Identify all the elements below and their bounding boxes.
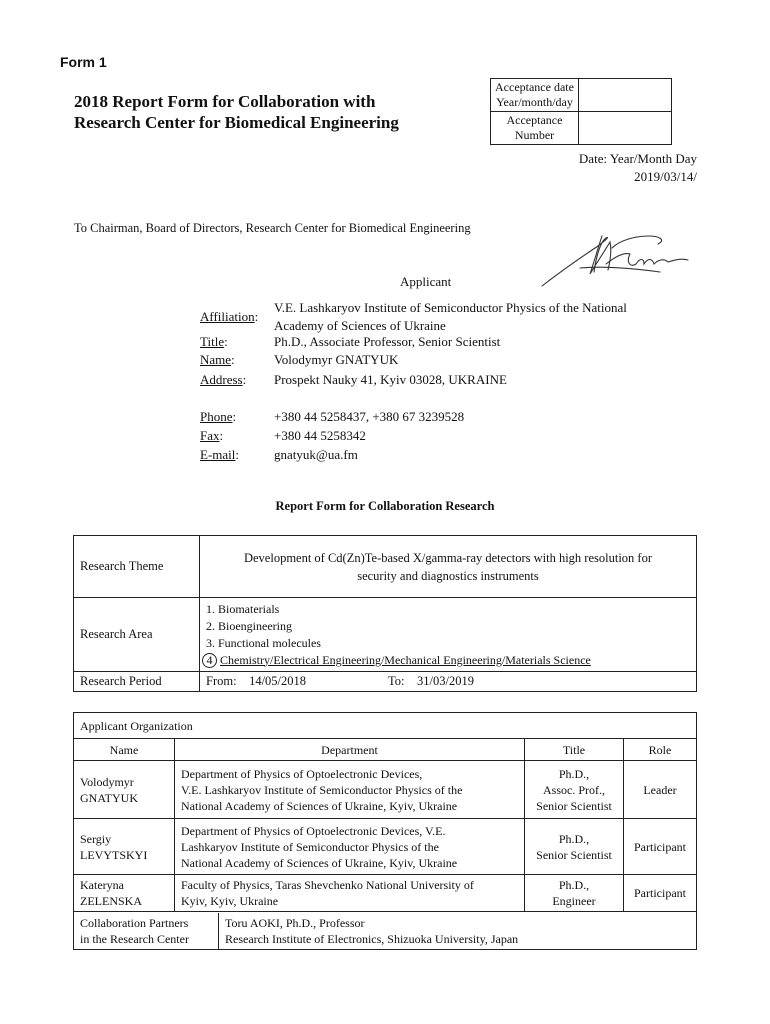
research-area-label: Research Area (74, 598, 200, 672)
research-area-item: 2. Bioengineering (206, 618, 292, 633)
acceptance-date-label: Acceptance date Year/month/day (491, 79, 579, 112)
page-title-line1: 2018 Report Form for Collaboration with (74, 92, 376, 111)
research-area-item: 3. Functional molecules (206, 635, 321, 650)
affiliation-value: V.E. Lashkaryov Institute of Semiconductor Physics of the National Academy of Sciences of Ukraine (274, 300, 627, 333)
report-section-title: Report Form for Collaboration Research (275, 499, 495, 513)
research-area-item-selected: 4 Chemistry/Electrical Engineering/Mechanical Engineering/Materials Science (206, 652, 690, 669)
table-row (74, 761, 697, 819)
member-department: Faculty of Physics, Taras Shevchenko National University of Kyiv, Kyiv, Ukraine (175, 875, 525, 912)
research-table (73, 535, 697, 692)
title-label: Title: (200, 334, 228, 349)
research-area-list (200, 598, 697, 672)
col-department-header: Department (175, 739, 525, 761)
table-row (74, 819, 697, 875)
signature-image (540, 228, 690, 290)
member-name: Volodymyr GNATYUK (74, 761, 175, 819)
phone-label: Phone: (200, 409, 237, 424)
report-date (579, 150, 697, 186)
acceptance-date-value (578, 79, 671, 112)
member-name: Sergiy LEVYTSKYI (74, 819, 175, 875)
address-value: Prospekt Nauky 41, Kyiv 03028, UKRAINE (274, 372, 507, 387)
member-title: Ph.D., Assoc. Prof., Senior Scientist (525, 761, 624, 819)
acceptance-number-label: Acceptance Number (491, 112, 579, 145)
fax-value: +380 44 5258342 (274, 428, 366, 443)
form-number-label: Form 1 (60, 54, 107, 70)
email-value: gnatyuk@ua.fm (274, 447, 358, 462)
member-role: Participant (624, 875, 697, 912)
research-area-item: 1. Biomaterials (206, 601, 280, 616)
col-title-header: Title (525, 739, 624, 761)
applicant-heading: Applicant (400, 274, 452, 289)
partners-row (74, 912, 697, 950)
research-theme-label: Research Theme (74, 536, 200, 598)
col-role-header: Role (624, 739, 697, 761)
addressee: To Chairman, Board of Directors, Research Center for Biomedical Engineering (74, 221, 471, 235)
research-period-value: From: 14/05/2018 To: 31/03/2019 (200, 672, 697, 692)
selected-circle-mark: 4 (202, 653, 217, 668)
phone-value: +380 44 5258437, +380 67 3239528 (274, 409, 465, 424)
page-title-line2: Research Center for Biomedical Engineering (74, 113, 399, 132)
member-name: Kateryna ZELENSKA (74, 875, 175, 912)
name-value: Volodymyr GNATYUK (274, 352, 399, 367)
acceptance-box (490, 78, 672, 145)
email-label: E-mail: (200, 447, 240, 462)
date-label: Date: Year/Month Day (578, 151, 697, 166)
applicant-organization-table (73, 712, 697, 950)
page-title (74, 91, 399, 133)
member-role: Leader (624, 761, 697, 819)
partners-value: Toru AOKI, Ph.D., Professor Research Institute of Electronics, Shizuoka University, Japan (225, 915, 519, 946)
research-theme-value: Development of Cd(Zn)Te-based X/gamma-ray detectors with high resolution for security and diagnostics instruments (200, 536, 697, 598)
name-label: Name: (200, 352, 235, 367)
member-title: Ph.D., Senior Scientist (525, 819, 624, 875)
address-label: Address: (200, 372, 247, 387)
member-department: Department of Physics of Optoelectronic Devices, V.E. Lashkaryov Institute of Semiconductor Physics of the National Academy of Sciences of Ukraine, Kyiv, Ukraine (175, 761, 525, 819)
col-name-header: Name (74, 739, 175, 761)
member-title: Ph.D., Engineer (525, 875, 624, 912)
title-value: Ph.D., Associate Professor, Senior Scientist (274, 334, 501, 349)
partners-label: Collaboration Partners in the Research Center (74, 913, 219, 949)
member-department: Department of Physics of Optoelectronic Devices, V.E. Lashkaryov Institute of Semiconductor Physics of the National Academy of Sciences of Ukraine, Kyiv, Ukraine (175, 819, 525, 875)
fax-label: Fax: (200, 428, 224, 443)
research-period-label: Research Period (74, 672, 200, 692)
org-heading: Applicant Organization (74, 713, 697, 739)
table-row (74, 875, 697, 912)
acceptance-number-value (578, 112, 671, 145)
table-row (74, 912, 697, 950)
affiliation-label: Affiliation: (200, 309, 259, 324)
date-value: 2019/03/14/ (634, 169, 697, 184)
member-role: Participant (624, 819, 697, 875)
